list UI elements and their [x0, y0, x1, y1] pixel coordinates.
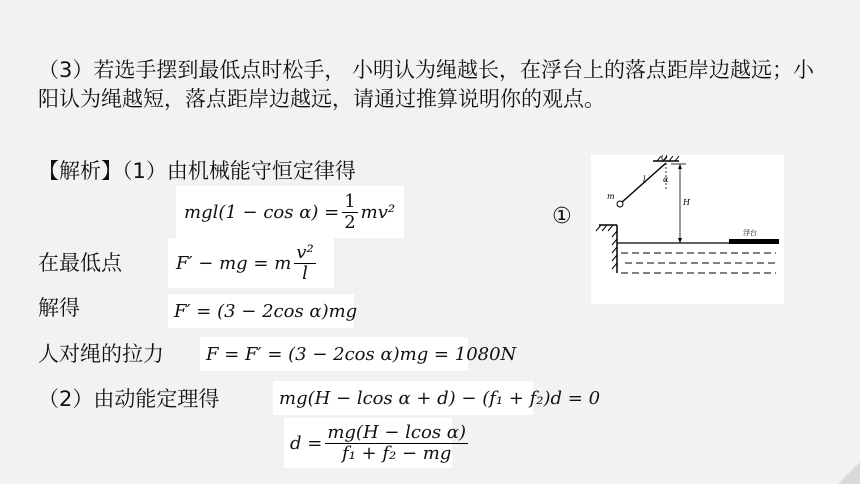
- pendulum-diagram: [591, 155, 784, 304]
- rope-label: l: [643, 175, 646, 184]
- eq2-numerator: v²: [296, 241, 314, 263]
- eq1-denominator: 2: [344, 211, 356, 233]
- energy-conservation-formula: [176, 186, 404, 238]
- eq1-left: mgl(1 − cos α) =: [184, 201, 340, 223]
- angle-label: α: [663, 175, 669, 184]
- lowest-point-label: 在最低点: [38, 251, 122, 275]
- eq6-numerator: mg(H − lcos α): [327, 421, 466, 443]
- pendulum-diagram-svg: [591, 155, 784, 304]
- eq2-denominator: l: [302, 262, 308, 284]
- eq6-denominator: f₁ + f₂ − mg: [341, 442, 452, 464]
- eq2-left: F′ − mg = m: [176, 252, 292, 274]
- eq6-left: d =: [290, 432, 323, 454]
- eq1-numerator: 1: [344, 190, 356, 212]
- eq6-fraction: [325, 423, 468, 464]
- question-text: （3）若选手摆到最低点时松手， 小明认为绳越长，在浮台上的落点距岸边越远；小阳认为绳越短，落点距岸边越远，请通过推算说明你的观点。: [38, 58, 815, 111]
- kinetic-energy-formula: mg(H − lcos α + d) − (f₁ + f₂)d = 0: [273, 381, 533, 415]
- eq1-right: mv²: [360, 201, 396, 223]
- eq2-fraction: [294, 243, 315, 284]
- mass-label: m: [607, 192, 615, 201]
- lowest-point-formula: [168, 238, 334, 288]
- page-corner-decoration: [838, 462, 860, 484]
- eq1-fraction: [342, 192, 357, 233]
- rope-tension-label: 人对绳的拉力: [38, 342, 164, 366]
- tension-result-formula: F′ = (3 − 2cos α)mg: [168, 294, 354, 328]
- pivot-label: O: [661, 155, 668, 162]
- analysis-heading: 【解析】（1）由机械能守恒定律得: [38, 159, 356, 183]
- solve-label: 解得: [38, 296, 80, 320]
- height-label: H: [683, 198, 690, 207]
- rope-tension-formula: F = F′ = (3 − 2cos α)mg = 1080N: [200, 337, 468, 371]
- part2-label: （2）由动能定理得: [38, 387, 220, 411]
- distance-formula: [284, 418, 466, 468]
- circled-marker: ①: [552, 204, 572, 229]
- platform-label: 浮台: [743, 229, 757, 237]
